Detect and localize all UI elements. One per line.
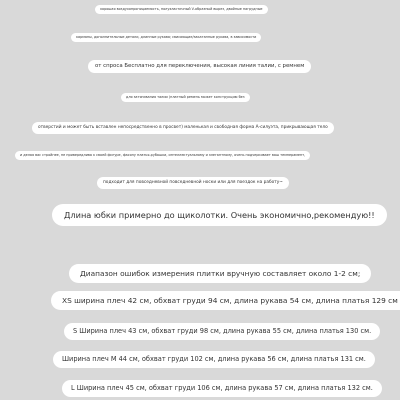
description-line: хорошая воздухопроницаемость, полуэластичный V-образный вырез, двойные нагрудные (95, 5, 268, 14)
description-line: Диапазон ошибок измерения плитки вручную составляет около 1-2 см; (69, 264, 371, 283)
description-line: отверстий и может быть вставлен непосредственно в просвет) маленькая и свободная форма А-силуэта, прикрывающая тело (32, 122, 334, 134)
size-line-s: S Ширина плеч 43 см, обхват груди 98 см, длина рукава 55 см, длина платья 130 см. (64, 323, 380, 340)
description-line: и делая вас стройнее, не привередлива к своей фигуре, фасону платья-рубашки, интеллектуальному и элегантному, очень подчеркивает ваш темперамент, (15, 151, 310, 160)
description-line: карманы, дополнительные детали, длинные рукава; свисающие/закатанные рукава, в зависимости (71, 33, 261, 42)
size-line-xs: XS ширина плеч 42 см, обхват груди 94 см, длина рукава 54 см, длина платья 129 см (51, 291, 400, 310)
description-line: от спроса Бесплатно для переключения, высокая линия талии, с ремнем (88, 60, 311, 73)
size-line-l: L Ширина плеч 45 см, обхват груди 106 см, длина рукава 57 см, длина платья 132 см. (62, 380, 382, 397)
description-line: подходит для повседневной повседневной носки или для поездок на работу~ (97, 177, 289, 189)
size-line-m: Ширина плеч М 44 см, обхват груди 102 см, длина рукава 56 см, длина платья 131 см. (53, 351, 375, 368)
description-line: для затягивания талии (платный ремень может конструкцию без (121, 93, 250, 102)
description-line: Длина юбки примерно до щиколотки. Очень экономично,рекомендую!! (52, 204, 387, 226)
